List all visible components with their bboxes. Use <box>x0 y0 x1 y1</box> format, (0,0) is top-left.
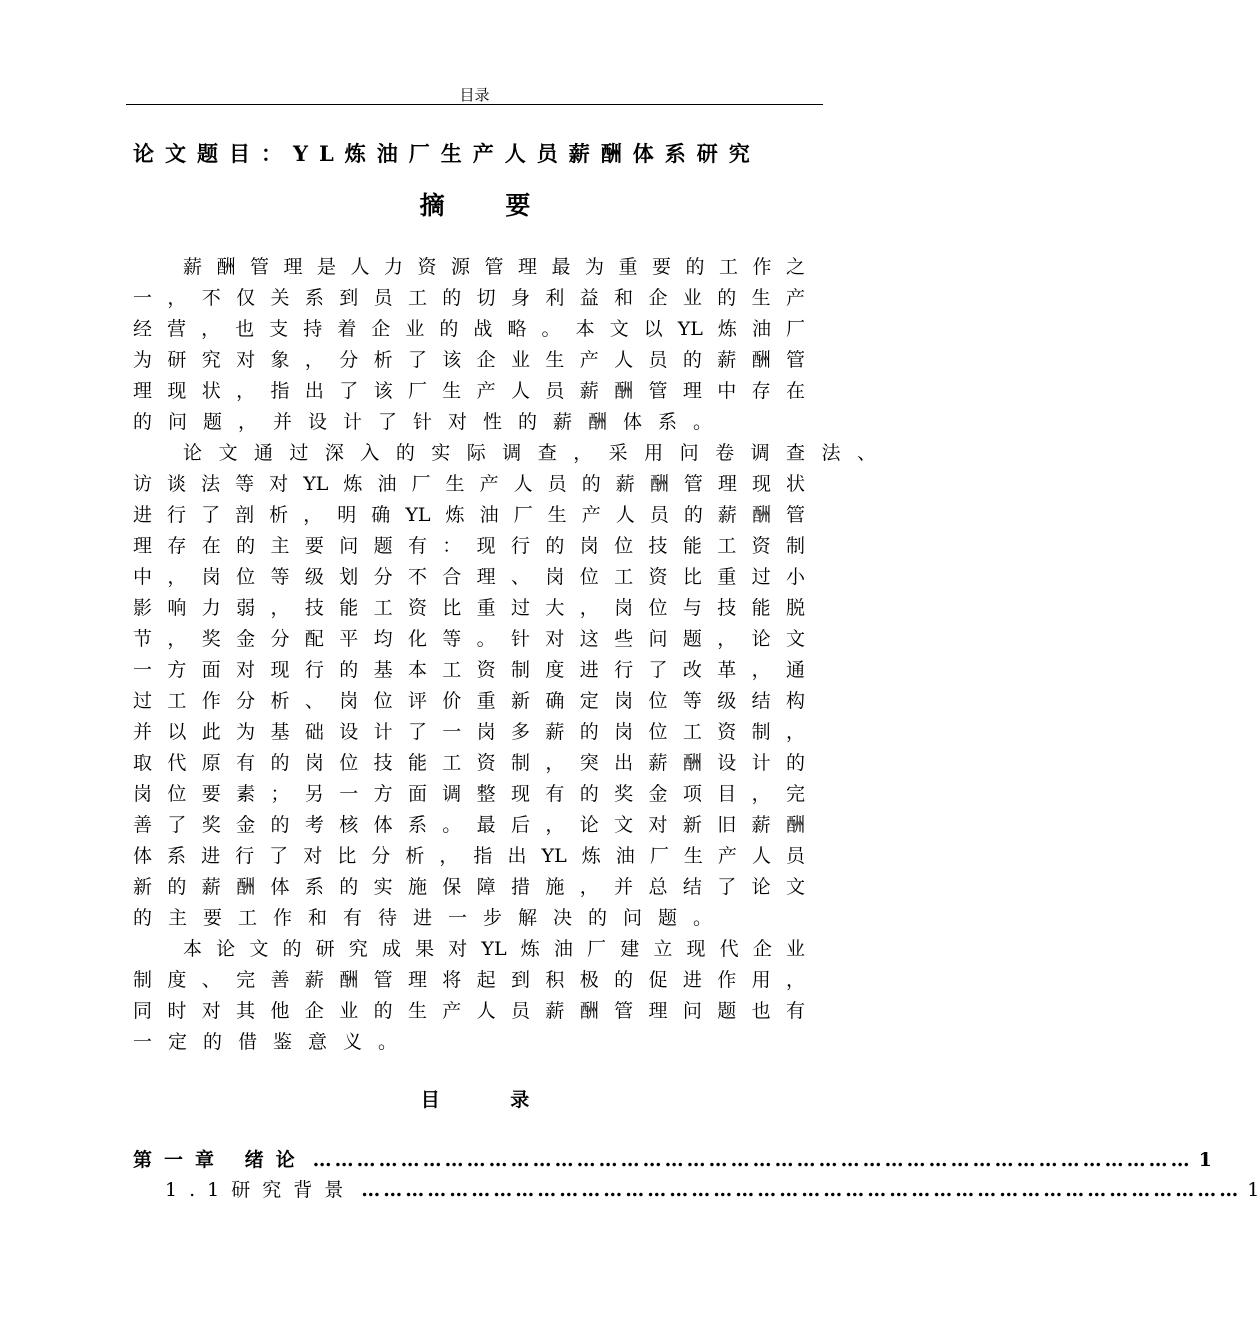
text-line: 影响力弱，技能工资比重过大，岗位与技能脱 <box>133 597 805 619</box>
text-line: 岗位要素；另一方面调整现有的奖金项目，完 <box>133 783 805 805</box>
text-line: 并以此为基础设计了一岗多薪的岗位工资制， <box>133 721 805 743</box>
text-line: 经营，也支持着企业的战略。本文以YL炼油厂 <box>133 318 805 340</box>
text-line: 新的薪酬体系的实施保障措施，并总结了论文 <box>133 876 805 898</box>
toc-entry-page: 1 <box>1247 1179 1259 1201</box>
text-line: 本论文的研究成果对YL炼油厂建立现代企业 <box>183 938 805 960</box>
running-header: 目录 <box>459 86 490 104</box>
text-line: 的问题，并设计了针对性的薪酬体系。 <box>133 411 729 433</box>
toc-entry-chapter-1[interactable] <box>133 1148 1212 1172</box>
toc-entry-label: 1.1研究背景 <box>165 1179 356 1201</box>
abstract-paragraph-2 <box>133 438 876 934</box>
text-line: 论文通过深入的实际调查，采用问卷调查法、 <box>183 442 876 464</box>
text-line: 一定的借鉴意义。 <box>133 1031 414 1053</box>
text-line: 体系进行了对比分析，指出YL炼油厂生产人员 <box>133 845 805 867</box>
header-rule <box>126 104 823 105</box>
text-line: 善了奖金的考核体系。最后，论文对新旧薪酬 <box>133 814 805 836</box>
text-line: 理存在的主要问题有：现行的岗位技能工资制 <box>133 535 805 557</box>
text-line: 中，岗位等级划分不合理、岗位工资比重过小 <box>133 566 805 588</box>
thesis-title: 论文题目：YL炼油厂生产人员薪酬体系研究 <box>133 141 761 166</box>
toc-leader-dots: ………………………………………………………………………………………………………… <box>361 1179 1242 1201</box>
toc-heading: 目 录 <box>420 1089 562 1111</box>
text-line: 节，奖金分配平均化等。针对这些问题，论文 <box>133 628 805 650</box>
text-line: 制度、完善薪酬管理将起到积极的促进作用， <box>133 969 805 991</box>
toc-leader-dots: ………………………………………………………………………………………………………… <box>312 1149 1193 1171</box>
abstract-paragraph-1 <box>133 252 805 438</box>
text-line: 薪酬管理是人力资源管理最为重要的工作之 <box>183 256 805 278</box>
text-line: 进行了剖析，明确YL炼油厂生产人员的薪酬管 <box>133 504 805 526</box>
toc-entry-label: 第一章 绪论 <box>133 1149 307 1171</box>
text-line: 理现状，指出了该厂生产人员薪酬管理中存在 <box>133 380 805 402</box>
toc-entry-page: 1 <box>1198 1149 1212 1171</box>
text-line: 一方面对现行的基本工资制度进行了改革，通 <box>133 659 805 681</box>
text-line: 过工作分析、岗位评价重新确定岗位等级结构 <box>133 690 805 712</box>
text-line: 一，不仅关系到员工的切身利益和企业的生产 <box>133 287 805 309</box>
toc-entry-section-1-1[interactable] <box>165 1178 1259 1202</box>
text-line: 访谈法等对YL炼油厂生产人员的薪酬管理现状 <box>133 473 805 495</box>
text-line: 取代原有的岗位技能工资制，突出薪酬设计的 <box>133 752 805 774</box>
text-line: 同时对其他企业的生产人员薪酬管理问题也有 <box>133 1000 805 1022</box>
abstract-paragraph-3 <box>133 934 805 1058</box>
abstract-heading: 摘 要 <box>419 191 557 220</box>
text-line: 为研究对象，分析了该企业生产人员的薪酬管 <box>133 349 805 371</box>
text-line: 的主要工作和有待进一步解决的问题。 <box>133 907 729 929</box>
